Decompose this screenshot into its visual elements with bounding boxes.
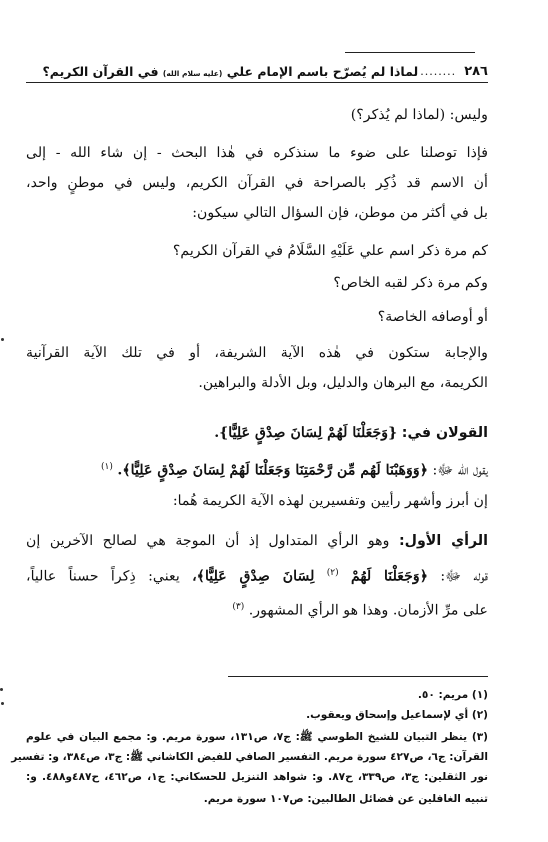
first-opinion-text: وهو الرأي المتداول إذ أن الموجة هي لصالح الآخرين إن bbox=[26, 533, 390, 549]
body-line-1: وليس: (لماذا لم يُذكر؟) bbox=[350, 107, 488, 123]
verse-text: ﴿وَوَهَبْنَا لَهُم مِّن رَّحْمَتِنَا وَجَعَلْنَا لَهُمْ لِسَانَ صِدْقٍ عَلِيًّا﴾. bbox=[117, 462, 429, 479]
header-title bbox=[43, 64, 419, 79]
footnote-separator bbox=[228, 676, 488, 677]
footnote-3-line-1: (٣) ينظر التبيان للشيخ الطوسي ﷺ: ج٧، ص١٣١، سورة مريم. و: مجمع البيان في علوم bbox=[26, 731, 489, 743]
verse-line bbox=[26, 456, 488, 482]
header-title-part2: في القرآن الكريم؟ bbox=[42, 63, 159, 79]
qawluh-verse-b: لِسَانَ صِدْقٍ عَلِيًّا﴾، bbox=[192, 568, 315, 585]
section-heading bbox=[26, 422, 488, 444]
footnote-3-line-3: نور الثقلين: ج٣، ص٣٣٩، ح٨٧. و: شواهد التنزيل للحسكاني: ج١، ص٤٦٢، ح٤٨٧و٤٨٨. و: bbox=[26, 771, 488, 783]
body-line-4: بل في أكثر من موطن، فإن السؤال التالي سيكون: bbox=[192, 205, 488, 221]
section-heading-label: القولان في: bbox=[401, 425, 488, 441]
body-line-2: فإذا توصلنا على ضوء ما سنذكره في هٰذا البحث - إن شاء الله - إلى bbox=[26, 145, 488, 161]
qawluh-verse-a: ﴿وَجَعَلْنَا لَهُمْ bbox=[350, 568, 429, 585]
qawluh-intro: قوله ﷻ: bbox=[440, 568, 488, 585]
first-opinion-label: الرأي الأول: bbox=[398, 533, 488, 549]
header-title-part1: لماذا لم يُصرّح باسم الإمام علي bbox=[226, 63, 419, 79]
footnote-3-line-4: تنبيه الغافلين عن فضائل الطالبين: ص١٠٧ سورة مريم. bbox=[203, 793, 488, 805]
verse-intro: يقول الله ﷻ: bbox=[432, 462, 488, 479]
page-number: ٢٨٦ bbox=[464, 63, 488, 79]
running-header bbox=[26, 60, 488, 83]
top-rule bbox=[345, 52, 475, 53]
footnote-2: (٢) أي لإسماعيل وإسحاق ويعقوب. bbox=[306, 709, 488, 721]
scan-speck bbox=[1, 338, 4, 341]
last-body-text: على مرِّ الأزمان. وهذا هو الرأي المشهور. bbox=[248, 602, 488, 619]
header-dots: ........ bbox=[420, 64, 457, 78]
header-title-honorific: (عليه سلام الله) bbox=[162, 68, 223, 78]
footnote-ref-1: (١) bbox=[101, 462, 113, 472]
body-line-7: أو أوصافه الخاصة؟ bbox=[377, 309, 488, 325]
scan-speck bbox=[0, 688, 3, 691]
qawluh-rest: يعني: ذِكراً حسناً عالياً، bbox=[26, 568, 180, 585]
last-body-line bbox=[26, 596, 488, 622]
footnote-ref-3: (٣) bbox=[232, 602, 245, 612]
footnote-3-line-2: القرآن: ج٦، ص٤٢٧ سورة مريم. التفسير الصافي للفيض الكاشاني ﷺ: ج٣، ص٣٨٤، و: تفسير bbox=[11, 751, 488, 763]
first-opinion-line bbox=[26, 530, 488, 552]
body-line-6: وكم مرة ذكر لقبه الخاص؟ bbox=[333, 275, 488, 291]
body-line-5: كم مرة ذكر اسم علي عَلَيْهِ السَّلَامُ في القرآن الكريم؟ bbox=[172, 243, 488, 259]
footnote-1: (١) مريم: ٥٠. bbox=[417, 689, 488, 701]
body-line-8: والإجابة ستكون في هٰذه الآية الشريفة، أو في تلك الآية القرآنية bbox=[26, 345, 488, 361]
footnote-ref-2: (٢) bbox=[326, 568, 339, 578]
body-line-abraz: إن أبرز وأشهر رأيين وتفسيرين لهذه الآية الكريمة هُما: bbox=[172, 493, 488, 509]
section-heading-verse: {وَجَعَلْنَا لَهُمْ لِسَانَ صِدْقٍ عَلِيًّا}. bbox=[214, 425, 398, 441]
scan-speck bbox=[1, 702, 4, 705]
body-line-9: الكريمة، مع البرهان والدليل، وبل الأدلة والبراهين. bbox=[198, 375, 488, 391]
qawluh-line bbox=[26, 562, 488, 588]
body-line-3: أن الاسم قد ذُكِر بالصراحة في القرآن الكريم، وليس في موطنٍ واحد، bbox=[26, 175, 488, 191]
